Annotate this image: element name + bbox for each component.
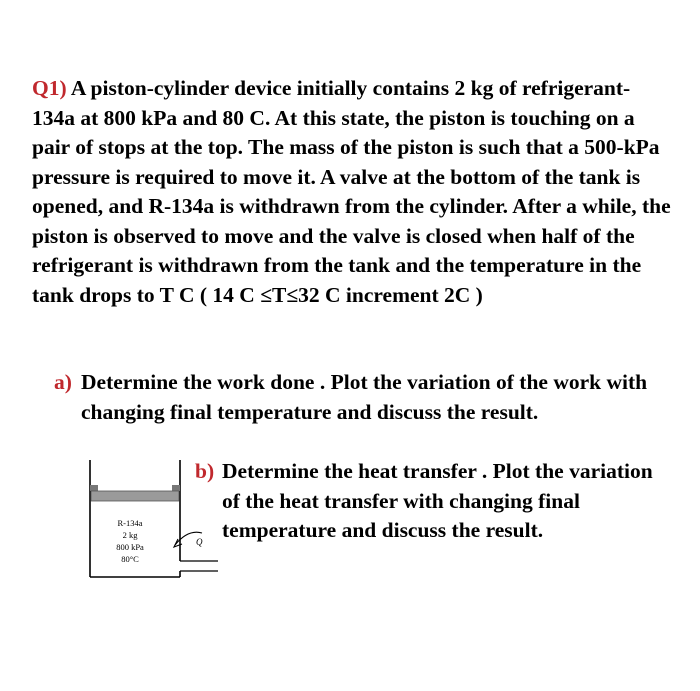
question-paragraph <box>32 74 672 310</box>
part-b-text: Determine the heat transfer . Plot the variation of the heat transfer with changing final temperature and discuss the result. <box>222 459 653 542</box>
piston <box>91 491 179 501</box>
part-b <box>195 457 665 546</box>
question-label: Q1) <box>32 76 67 100</box>
part-b-label: b) <box>195 459 215 483</box>
question-text: A piston-cylinder device initially contains 2 kg of refrigerant-134a at 800 kPa and 80 C. At this state, the piston is touching on a pair of stops at the top. The mass of the piston is such that a 500-kPa pressure is required to move it. A valve at the bottom of the tank is opened, and R-134a is withdrawn from the cylinder. After a while, the piston is observed to move and the valve is closed when half of the refrigerant is withdrawn from the tank and the temperature in the tank drops to T C ( 14 C ≤T≤32 C increment 2C ) <box>32 76 671 307</box>
part-a-label: a) <box>54 370 72 394</box>
piston-cylinder-diagram <box>78 455 218 585</box>
diagram-pressure: 800 kPa <box>116 542 144 552</box>
stop-right <box>172 485 180 491</box>
diagram-temperature: 80°C <box>121 554 139 564</box>
diagram-substance: R-134a <box>117 518 143 528</box>
heat-symbol: Q <box>196 537 203 547</box>
diagram-mass: 2 kg <box>122 530 138 540</box>
part-a <box>54 368 666 427</box>
part-a-text: Determine the work done . Plot the variation of the work with changing final temperature and discuss the result. <box>81 370 648 424</box>
stop-left <box>90 485 98 491</box>
